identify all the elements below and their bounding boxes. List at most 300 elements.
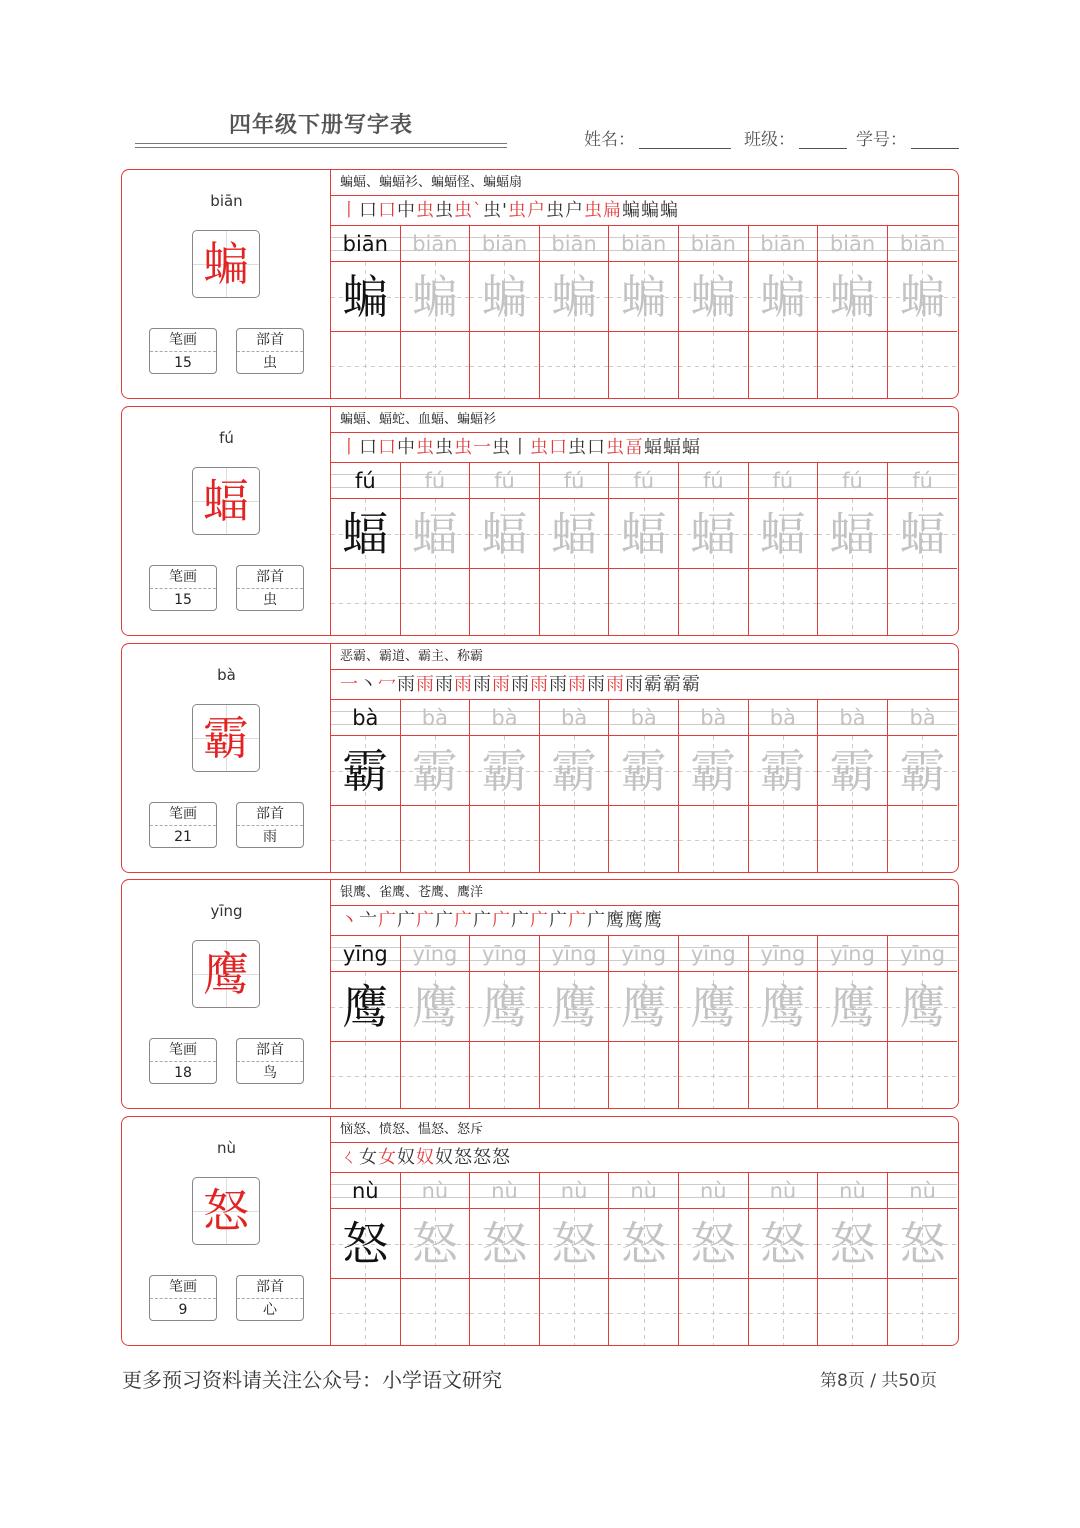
trace-column bbox=[470, 700, 540, 873]
stroke-order-step: 中 bbox=[397, 200, 416, 221]
stroke-order-step: 虫丨 bbox=[492, 437, 530, 458]
stroke-order-step: 口 bbox=[378, 200, 397, 221]
stroke-order-step: 雨 bbox=[397, 674, 416, 695]
blank-writing-cell[interactable] bbox=[749, 1042, 818, 1109]
character-cell: 怒 bbox=[401, 1209, 470, 1279]
trace-column bbox=[679, 463, 749, 636]
pinyin-cell: yīng bbox=[401, 936, 470, 972]
stroke-order-step: 雨 bbox=[606, 674, 625, 695]
stroke-order-step: 丶 bbox=[340, 910, 359, 931]
character-glyph: 霸 bbox=[203, 711, 249, 765]
stroke-order-step: 广 bbox=[568, 910, 587, 931]
stroke-count-value: 15 bbox=[174, 355, 192, 371]
character-box bbox=[192, 940, 260, 1008]
character-cell: 霸 bbox=[470, 736, 539, 806]
student-id-field[interactable] bbox=[856, 125, 959, 150]
pinyin-cell: yīng bbox=[888, 936, 958, 972]
character-pinyin: nù bbox=[216, 1139, 236, 1157]
pinyin-cell: fú bbox=[331, 463, 400, 499]
pinyin-cell: nù bbox=[818, 1173, 887, 1209]
trace-column bbox=[749, 936, 819, 1109]
pinyin-cell: biān bbox=[470, 226, 539, 262]
blank-writing-cell[interactable] bbox=[540, 332, 609, 399]
blank-writing-cell[interactable] bbox=[540, 1279, 609, 1346]
trace-column bbox=[749, 700, 819, 873]
stroke-order-step: 虫口 bbox=[530, 437, 568, 458]
character-card bbox=[121, 643, 959, 873]
character-cell: 鹰 bbox=[331, 972, 400, 1042]
stroke-order-step: 一 bbox=[340, 674, 359, 695]
radical-box bbox=[236, 1038, 304, 1084]
stroke-order-step: 女 bbox=[378, 1147, 397, 1168]
blank-writing-cell[interactable] bbox=[888, 806, 958, 873]
character-cell: 霸 bbox=[888, 736, 958, 806]
page-number: 第8页 / 共50页 bbox=[820, 1371, 937, 1391]
blank-writing-cell[interactable] bbox=[470, 1279, 539, 1346]
radical-value: 心 bbox=[263, 1302, 277, 1318]
pinyin-cell: nù bbox=[888, 1173, 958, 1209]
stroke-order-step: 怒 bbox=[454, 1147, 473, 1168]
character-cell: 蝙 bbox=[401, 262, 470, 332]
pinyin-cell: yīng bbox=[679, 936, 748, 972]
character-cell: 蝙 bbox=[888, 262, 958, 332]
stroke-order-step: 广 bbox=[416, 910, 435, 931]
pinyin-cell: bà bbox=[888, 700, 958, 736]
blank-writing-cell[interactable] bbox=[470, 569, 539, 636]
stroke-order-step: 虫' bbox=[483, 200, 508, 221]
blank-writing-cell[interactable] bbox=[331, 1042, 400, 1109]
pinyin-cell: fú bbox=[540, 463, 609, 499]
example-words: 恶霸、霸道、霸主、称霸 bbox=[331, 644, 958, 670]
stroke-order-step: 中 bbox=[397, 437, 416, 458]
pinyin-cell: bà bbox=[679, 700, 748, 736]
trace-column bbox=[818, 1173, 888, 1346]
character-cell: 霸 bbox=[818, 736, 887, 806]
model-column bbox=[331, 226, 401, 399]
stroke-count-box bbox=[149, 1275, 217, 1321]
pinyin-cell: nù bbox=[540, 1173, 609, 1209]
radical-value: 虫 bbox=[263, 355, 277, 371]
pinyin-cell: nù bbox=[331, 1173, 400, 1209]
stroke-order-row bbox=[331, 670, 958, 700]
blank-writing-cell[interactable] bbox=[401, 569, 470, 636]
blank-writing-cell[interactable] bbox=[540, 569, 609, 636]
blank-writing-cell[interactable] bbox=[470, 806, 539, 873]
stroke-count-box bbox=[149, 328, 217, 374]
character-cell: 鹰 bbox=[609, 972, 678, 1042]
stroke-count-value: 15 bbox=[174, 592, 192, 608]
character-cell: 蝙 bbox=[609, 262, 678, 332]
stroke-order-step: 广 bbox=[397, 910, 416, 931]
stroke-order-step: 虫畐 bbox=[606, 437, 644, 458]
pinyin-cell: nù bbox=[470, 1173, 539, 1209]
trace-column bbox=[679, 1173, 749, 1346]
stroke-order-step: 雨 bbox=[492, 674, 511, 695]
stroke-order-step: 广 bbox=[492, 910, 511, 931]
stroke-order-row bbox=[331, 906, 958, 936]
blank-writing-cell[interactable] bbox=[609, 1279, 678, 1346]
stroke-count-box bbox=[149, 565, 217, 611]
character-cell: 怒 bbox=[888, 1209, 958, 1279]
stroke-order-step: 鹰 bbox=[625, 910, 644, 931]
character-cell: 蝠 bbox=[331, 499, 400, 569]
trace-column bbox=[401, 936, 471, 1109]
blank-writing-cell[interactable] bbox=[749, 332, 818, 399]
practice-grid bbox=[331, 1173, 958, 1346]
character-cell: 霸 bbox=[540, 736, 609, 806]
stroke-order-step: 雨 bbox=[473, 674, 492, 695]
stroke-order-step: 雨 bbox=[530, 674, 549, 695]
stroke-order-step: 霸 bbox=[644, 674, 663, 695]
trace-column bbox=[749, 1173, 819, 1346]
character-cell: 蝙 bbox=[749, 262, 818, 332]
trace-column bbox=[609, 1173, 679, 1346]
blank-writing-cell[interactable] bbox=[818, 806, 887, 873]
character-cell: 怒 bbox=[540, 1209, 609, 1279]
trace-column bbox=[888, 463, 958, 636]
stroke-order-step: 蝠 bbox=[644, 437, 663, 458]
trace-column bbox=[888, 700, 958, 873]
stroke-order-step: 雨 bbox=[454, 674, 473, 695]
blank-writing-cell[interactable] bbox=[818, 1279, 887, 1346]
blank-writing-cell[interactable] bbox=[470, 332, 539, 399]
stroke-order-step: 广 bbox=[587, 910, 606, 931]
character-box bbox=[192, 704, 260, 772]
stroke-order-step: 虫 bbox=[435, 437, 454, 458]
trace-column bbox=[609, 463, 679, 636]
trace-column bbox=[888, 226, 958, 399]
radical-label: 部首 bbox=[237, 329, 303, 352]
blank-writing-cell[interactable] bbox=[609, 806, 678, 873]
example-words: 恼怒、愤怒、愠怒、怒斥 bbox=[331, 1117, 958, 1143]
character-cell: 蝠 bbox=[818, 499, 887, 569]
radical-box bbox=[236, 802, 304, 848]
character-info-panel bbox=[122, 1117, 331, 1345]
practice-panel bbox=[331, 880, 958, 1108]
stroke-order-step: 口 bbox=[378, 437, 397, 458]
character-pinyin: fú bbox=[219, 429, 234, 447]
stroke-order-step: 冖 bbox=[378, 674, 397, 695]
pinyin-cell: bà bbox=[609, 700, 678, 736]
example-words: 银鹰、雀鹰、苍鹰、鹰洋 bbox=[331, 880, 958, 906]
character-cell: 怒 bbox=[679, 1209, 748, 1279]
trace-column bbox=[470, 226, 540, 399]
character-pinyin: bà bbox=[217, 666, 236, 684]
pinyin-cell: yīng bbox=[818, 936, 887, 972]
trace-column bbox=[749, 226, 819, 399]
pinyin-cell: biān bbox=[609, 226, 678, 262]
character-box bbox=[192, 230, 260, 298]
blank-writing-cell[interactable] bbox=[401, 1279, 470, 1346]
character-glyph: 蝠 bbox=[203, 474, 249, 528]
pinyin-cell: nù bbox=[609, 1173, 678, 1209]
practice-grid bbox=[331, 700, 958, 873]
pinyin-cell: fú bbox=[679, 463, 748, 499]
trace-column bbox=[609, 700, 679, 873]
stroke-order-step: 鹰 bbox=[644, 910, 663, 931]
character-cell: 蝠 bbox=[749, 499, 818, 569]
stroke-order-step: 广 bbox=[511, 910, 530, 931]
id-label: 学号： bbox=[856, 130, 907, 150]
blank-writing-cell[interactable] bbox=[679, 1279, 748, 1346]
blank-writing-cell[interactable] bbox=[609, 332, 678, 399]
pinyin-cell: yīng bbox=[749, 936, 818, 972]
blank-writing-cell[interactable] bbox=[818, 1042, 887, 1109]
trace-column bbox=[540, 700, 610, 873]
trace-column bbox=[470, 936, 540, 1109]
character-cell: 蝠 bbox=[679, 499, 748, 569]
blank-writing-cell[interactable] bbox=[331, 806, 400, 873]
blank-writing-cell[interactable] bbox=[331, 1279, 400, 1346]
trace-column bbox=[470, 1173, 540, 1346]
trace-column bbox=[818, 700, 888, 873]
practice-panel bbox=[331, 644, 958, 872]
radical-value: 鸟 bbox=[263, 1065, 277, 1081]
pinyin-cell: biān bbox=[540, 226, 609, 262]
practice-grid bbox=[331, 463, 958, 636]
title-underline bbox=[135, 143, 507, 144]
stroke-order-step: 霸 bbox=[682, 674, 701, 695]
blank-writing-cell[interactable] bbox=[888, 1042, 958, 1109]
pinyin-cell: yīng bbox=[609, 936, 678, 972]
blank-writing-cell[interactable] bbox=[540, 806, 609, 873]
blank-writing-cell[interactable] bbox=[609, 569, 678, 636]
character-cell: 蝙 bbox=[470, 262, 539, 332]
stroke-order-step: 广 bbox=[473, 910, 492, 931]
blank-writing-cell[interactable] bbox=[401, 332, 470, 399]
trace-column bbox=[609, 226, 679, 399]
stroke-order-step: 雨 bbox=[549, 674, 568, 695]
character-cell: 霸 bbox=[331, 736, 400, 806]
blank-writing-cell[interactable] bbox=[749, 806, 818, 873]
stroke-order-step: 鹰 bbox=[606, 910, 625, 931]
pinyin-cell: biān bbox=[818, 226, 887, 262]
name-label: 姓名： bbox=[584, 130, 635, 150]
radical-label: 部首 bbox=[237, 1276, 303, 1299]
character-glyph: 鹰 bbox=[203, 947, 249, 1001]
character-glyph: 怒 bbox=[203, 1184, 249, 1238]
stroke-order-step: 广 bbox=[454, 910, 473, 931]
stroke-count-label: 笔画 bbox=[150, 803, 216, 826]
stroke-order-step: 蝙 bbox=[659, 200, 679, 221]
pinyin-cell: fú bbox=[749, 463, 818, 499]
stroke-order-row bbox=[331, 433, 958, 463]
pinyin-cell: biān bbox=[331, 226, 400, 262]
stroke-order-row bbox=[331, 196, 958, 226]
pinyin-cell: yīng bbox=[331, 936, 400, 972]
class-field[interactable] bbox=[744, 125, 847, 150]
practice-panel bbox=[331, 170, 958, 398]
trace-column bbox=[470, 463, 540, 636]
trace-column bbox=[540, 226, 610, 399]
trace-column bbox=[818, 936, 888, 1109]
character-cell: 霸 bbox=[679, 736, 748, 806]
radical-label: 部首 bbox=[237, 803, 303, 826]
character-info-panel bbox=[122, 644, 331, 872]
model-column bbox=[331, 936, 401, 1109]
stroke-count-value: 18 bbox=[174, 1065, 192, 1081]
pinyin-cell: bà bbox=[818, 700, 887, 736]
stroke-order-step: 雨 bbox=[625, 674, 644, 695]
blank-writing-cell[interactable] bbox=[679, 1042, 748, 1109]
page-header bbox=[0, 0, 1080, 160]
radical-value: 虫 bbox=[263, 592, 277, 608]
stroke-order-step: 女 bbox=[359, 1147, 378, 1168]
radical-box bbox=[236, 1275, 304, 1321]
stroke-order-step: ㄑ bbox=[340, 1147, 359, 1168]
character-cell: 霸 bbox=[401, 736, 470, 806]
stroke-order-step: 丶 bbox=[359, 674, 378, 695]
character-cell: 鹰 bbox=[679, 972, 748, 1042]
stroke-order-step: 蝠 bbox=[663, 437, 682, 458]
radical-box bbox=[236, 565, 304, 611]
character-cell: 蝙 bbox=[818, 262, 887, 332]
stroke-order-step: 蝙 bbox=[640, 200, 660, 221]
character-box bbox=[192, 1177, 260, 1245]
stroke-count-value: 9 bbox=[178, 1302, 188, 1318]
blank-writing-cell[interactable] bbox=[470, 1042, 539, 1109]
character-cell: 怒 bbox=[749, 1209, 818, 1279]
blank-writing-cell[interactable] bbox=[888, 332, 958, 399]
stroke-order-step: 虫 bbox=[435, 200, 454, 221]
trace-column bbox=[401, 463, 471, 636]
blank-writing-cell[interactable] bbox=[331, 332, 400, 399]
stroke-order-step: 亠 bbox=[359, 910, 378, 931]
pinyin-cell: nù bbox=[679, 1173, 748, 1209]
stroke-order-step: 虫一 bbox=[454, 437, 492, 458]
character-card bbox=[121, 169, 959, 399]
stroke-order-step: 怒 bbox=[473, 1147, 492, 1168]
pinyin-cell: fú bbox=[888, 463, 958, 499]
blank-writing-cell[interactable] bbox=[679, 332, 748, 399]
pinyin-cell: nù bbox=[401, 1173, 470, 1209]
blank-writing-cell[interactable] bbox=[679, 806, 748, 873]
model-column bbox=[331, 1173, 401, 1346]
example-words: 蝙蝠、蝠蛇、血蝠、蝙蝠衫 bbox=[331, 407, 958, 433]
trace-column bbox=[749, 463, 819, 636]
stroke-order-step: 雨 bbox=[435, 674, 454, 695]
stroke-order-step: 雨 bbox=[587, 674, 606, 695]
stroke-order-step: 奴 bbox=[416, 1147, 435, 1168]
pinyin-cell: bà bbox=[401, 700, 470, 736]
character-cell: 怒 bbox=[331, 1209, 400, 1279]
character-cell: 怒 bbox=[470, 1209, 539, 1279]
blank-writing-cell[interactable] bbox=[818, 569, 887, 636]
character-info-panel bbox=[122, 407, 331, 635]
character-box bbox=[192, 467, 260, 535]
stroke-order-step: 广 bbox=[378, 910, 397, 931]
blank-writing-cell[interactable] bbox=[331, 569, 400, 636]
stroke-order-step: 怒 bbox=[492, 1147, 511, 1168]
radical-label: 部首 bbox=[237, 1039, 303, 1062]
trace-column bbox=[401, 226, 471, 399]
stroke-order-step: 虫 bbox=[416, 200, 435, 221]
stroke-order-step: 蝙 bbox=[621, 200, 641, 221]
character-cell: 鹰 bbox=[888, 972, 958, 1042]
character-cell: 蝠 bbox=[401, 499, 470, 569]
stroke-count-label: 笔画 bbox=[150, 1276, 216, 1299]
character-cell: 怒 bbox=[818, 1209, 887, 1279]
stroke-order-step: 广 bbox=[530, 910, 549, 931]
pinyin-cell: fú bbox=[609, 463, 678, 499]
character-cell: 鹰 bbox=[401, 972, 470, 1042]
radical-value: 雨 bbox=[263, 829, 277, 845]
pinyin-cell: yīng bbox=[540, 936, 609, 972]
stroke-order-step: 广 bbox=[435, 910, 454, 931]
practice-grid bbox=[331, 936, 958, 1109]
practice-panel bbox=[331, 407, 958, 635]
pinyin-cell: biān bbox=[401, 226, 470, 262]
blank-writing-cell[interactable] bbox=[888, 569, 958, 636]
blank-writing-cell[interactable] bbox=[540, 1042, 609, 1109]
character-cell: 蝙 bbox=[679, 262, 748, 332]
trace-column bbox=[540, 463, 610, 636]
blank-writing-cell[interactable] bbox=[818, 332, 887, 399]
blank-writing-cell[interactable] bbox=[888, 1279, 958, 1346]
blank-writing-cell[interactable] bbox=[749, 569, 818, 636]
stroke-count-label: 笔画 bbox=[150, 1039, 216, 1062]
pinyin-cell: bà bbox=[470, 700, 539, 736]
character-cell: 蝙 bbox=[331, 262, 400, 332]
stroke-order-step: 雨 bbox=[511, 674, 530, 695]
stroke-count-box bbox=[149, 1038, 217, 1084]
blank-writing-cell[interactable] bbox=[401, 806, 470, 873]
character-cell: 蝠 bbox=[540, 499, 609, 569]
stroke-order-step: 奴 bbox=[435, 1147, 454, 1168]
pinyin-cell: fú bbox=[470, 463, 539, 499]
character-pinyin: biān bbox=[210, 192, 243, 210]
pinyin-cell: bà bbox=[331, 700, 400, 736]
practice-panel bbox=[331, 1117, 958, 1345]
stroke-order-step: 丨 bbox=[340, 200, 359, 221]
stroke-count-value: 21 bbox=[174, 829, 192, 845]
trace-column bbox=[888, 1173, 958, 1346]
footer-promo: 更多预习资料请关注公众号：小学语文研究 bbox=[122, 1368, 502, 1392]
stroke-order-step: 虫户 bbox=[545, 200, 584, 221]
example-words: 蝙蝠、蝙蝠衫、蝙蝠怪、蝙蝠扇 bbox=[331, 170, 958, 196]
blank-writing-cell[interactable] bbox=[401, 1042, 470, 1109]
stroke-order-step: 虫口 bbox=[568, 437, 606, 458]
character-card bbox=[121, 406, 959, 636]
pinyin-cell: biān bbox=[749, 226, 818, 262]
character-cell: 蝠 bbox=[888, 499, 958, 569]
pinyin-cell: bà bbox=[540, 700, 609, 736]
stroke-order-step: 雨 bbox=[416, 674, 435, 695]
trace-column bbox=[679, 226, 749, 399]
character-cell: 鹰 bbox=[749, 972, 818, 1042]
stroke-count-box bbox=[149, 802, 217, 848]
stroke-order-step: 虫扁 bbox=[583, 200, 622, 221]
blank-writing-cell[interactable] bbox=[749, 1279, 818, 1346]
stroke-order-step: 口 bbox=[359, 200, 378, 221]
blank-writing-cell[interactable] bbox=[679, 569, 748, 636]
trace-column bbox=[888, 936, 958, 1109]
blank-writing-cell[interactable] bbox=[609, 1042, 678, 1109]
pinyin-cell: bà bbox=[749, 700, 818, 736]
trace-column bbox=[679, 700, 749, 873]
character-cell: 霸 bbox=[609, 736, 678, 806]
pinyin-cell: yīng bbox=[470, 936, 539, 972]
trace-column bbox=[679, 936, 749, 1109]
stroke-order-step: 奴 bbox=[397, 1147, 416, 1168]
model-column bbox=[331, 700, 401, 873]
character-cell: 蝠 bbox=[609, 499, 678, 569]
pinyin-cell: nù bbox=[749, 1173, 818, 1209]
name-field[interactable] bbox=[584, 125, 731, 150]
character-cell: 怒 bbox=[609, 1209, 678, 1279]
character-pinyin: yīng bbox=[210, 902, 243, 920]
radical-box bbox=[236, 328, 304, 374]
